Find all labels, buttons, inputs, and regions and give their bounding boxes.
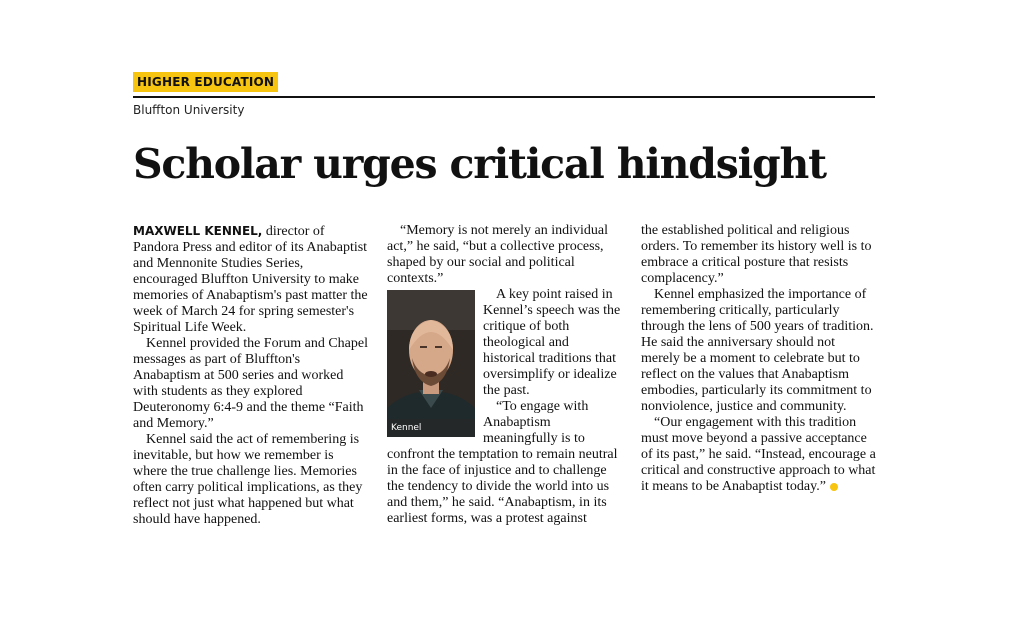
section-tag: HIGHER EDUCATION [133,72,278,92]
paragraph: Kennel emphasized the importance of remembering critically, particularly through the lens of 500 years of tradition. He said the anniversary should not merely be a moment to celebrate but to reflect on the values that Anabaptism embodies, particularly its commitment to nonviolence, justice and community. [641,287,874,414]
article-column-3 [641,223,877,495]
paragraph: the established political and religious orders. To remember its history well is to embrace a critical posture that resists complacency.” [641,223,872,286]
byline-name: MAXWELL KENNEL, [133,224,263,238]
paragraph: “Memory is not merely an individual act,” he said, “but a collective process, shaped by our social and political contexts.” [387,223,609,286]
paragraph: Kennel said the act of remembering is inevitable, but how we remember is where the true challenge lies. Memories often carry political implications, as they reflect not just what happened but what should have happened. [133,432,363,527]
portrait-photo [387,290,475,437]
section-rule [133,96,875,98]
paragraph [133,223,369,336]
paragraph-text: director of Pandora Press and editor of its Anabaptist and Mennonite Studies Series, encouraged Bluffton University to make memories of Anabaptism's past matter the week of March 24 for spring semester's Spiritual Life Week. [133,224,368,335]
article-column-2 [387,223,623,527]
photo-caption: Kennel [387,419,475,437]
paragraph-text: “Our engagement with this tradition must move beyond a passive acceptance of its past,” he said. “Instead, encourage a critical and constructive approach to what it means to be Anabaptist today.” [641,415,876,494]
subsection-label: Bluffton University [133,103,245,117]
headline: Scholar urges critical hindsight [133,140,826,188]
paragraph: Kennel provided the Forum and Chapel messages as part of Bluffton's Anabaptism at 500 series and worked with students as they explored Deuteronomy 6:4-9 and the theme “Faith and Memory.” [133,336,369,431]
paragraph: A key point raised in Kennel’s speech was the critique of both theological and historical traditions that oversimplify or idealize the past. [483,287,621,398]
end-mark-icon [830,483,838,491]
portrait-illustration [387,290,475,437]
paragraph [641,415,877,495]
paragraph: “To engage with Anabaptism meaningfully is to confront the temptation to remain neutral in the face of injustice and to challenge the tendency to divide the world into us and them,” he said. “Anabaptism, in its earliest forms, was a protest against [387,399,618,526]
article-column-1 [133,223,369,528]
